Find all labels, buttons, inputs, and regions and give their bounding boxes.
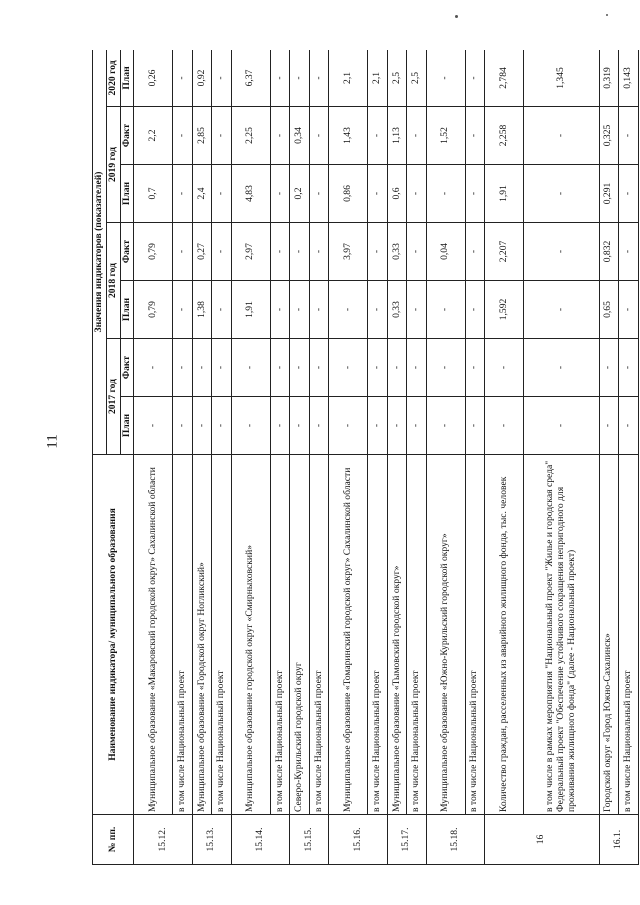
header-number: № пп. [93, 815, 134, 865]
table-subrow [523, 50, 599, 865]
value-cell: 0,6 [387, 165, 407, 223]
value-cell: - [309, 397, 329, 455]
value-cell: - [290, 397, 310, 455]
indicator-name: в том числе Национальный проект [173, 455, 193, 815]
indicator-name: Муниципальное образование «Макаровский городской округ» Сахалинской области [134, 455, 173, 815]
value-cell: - [426, 339, 465, 397]
indicator-name: в том числе Национальный проект [309, 455, 329, 815]
value-cell: - [173, 281, 193, 339]
value-cell: - [231, 397, 270, 455]
header-year-2019: 2019 год [107, 107, 121, 223]
header-fact: Факт [120, 107, 134, 165]
value-cell: - [523, 339, 599, 397]
value-cell: - [619, 107, 639, 165]
value-cell: 0,143 [619, 50, 639, 107]
value-cell: - [212, 107, 232, 165]
value-cell: 0,86 [329, 165, 368, 223]
value-cell: 0,325 [599, 107, 619, 165]
table-row [426, 50, 465, 865]
value-cell: - [465, 165, 485, 223]
value-cell: - [407, 223, 427, 281]
header-plan: План [120, 50, 134, 107]
table-row [290, 50, 310, 865]
table-row [387, 50, 407, 865]
value-cell: 0,291 [599, 165, 619, 223]
value-cell: - [173, 107, 193, 165]
value-cell: - [329, 397, 368, 455]
table-area [92, 50, 639, 865]
header-plan: План [120, 165, 134, 223]
value-cell: - [270, 339, 290, 397]
value-cell: - [387, 397, 407, 455]
value-cell: - [329, 281, 368, 339]
value-cell: - [309, 339, 329, 397]
value-cell: 0,26 [134, 50, 173, 107]
value-cell: - [290, 50, 310, 107]
value-cell: - [407, 339, 427, 397]
value-cell: 0,33 [387, 223, 407, 281]
value-cell: - [619, 165, 639, 223]
value-cell: 2,25 [231, 107, 270, 165]
value-cell: 1,91 [485, 165, 524, 223]
value-cell: - [270, 397, 290, 455]
page-number: 11 [44, 434, 61, 449]
indicator-name: в том числе в рамках мероприятия "Национальный проект "Жилье и городская среда" Федеральный проект "Обеспечение устойчивого сокращения непригодного для проживания жилищного фонда" (далее - Национальный проект) [523, 455, 599, 815]
value-cell: - [465, 339, 485, 397]
value-cell: - [465, 107, 485, 165]
value-cell: 3,97 [329, 223, 368, 281]
value-cell: - [523, 165, 599, 223]
value-cell: - [599, 397, 619, 455]
value-cell: - [523, 107, 599, 165]
value-cell: - [173, 339, 193, 397]
value-cell: - [368, 223, 388, 281]
indicator-name: в том числе Национальный проект [212, 455, 232, 815]
value-cell: 2,5 [407, 50, 427, 107]
value-cell: - [212, 397, 232, 455]
value-cell: - [523, 223, 599, 281]
value-cell: 1,13 [387, 107, 407, 165]
value-cell: 2,784 [485, 50, 524, 107]
value-cell: - [523, 281, 599, 339]
value-cell: - [368, 339, 388, 397]
value-cell: - [212, 339, 232, 397]
value-cell: 6,37 [231, 50, 270, 107]
value-cell: 2,5 [387, 50, 407, 107]
value-cell: - [619, 397, 639, 455]
table-body [134, 50, 639, 865]
table-row [192, 50, 212, 865]
value-cell: - [426, 165, 465, 223]
value-cell: - [309, 281, 329, 339]
value-cell: - [290, 281, 310, 339]
value-cell: - [212, 165, 232, 223]
value-cell: - [212, 50, 232, 107]
value-cell: 2,1 [368, 50, 388, 107]
value-cell: 0,79 [134, 281, 173, 339]
indicator-name: Муниципальное образование «Городской округ Ногликский» [192, 455, 212, 815]
table-row [329, 50, 368, 865]
indicator-name: в том числе Национальный проект [407, 455, 427, 815]
value-cell: - [270, 281, 290, 339]
value-cell: - [192, 397, 212, 455]
header-plan: План [120, 281, 134, 339]
value-cell: - [309, 107, 329, 165]
value-cell: - [270, 50, 290, 107]
value-cell: - [290, 339, 310, 397]
value-cell: 1,592 [485, 281, 524, 339]
header-year-2020: 2020 год [107, 50, 121, 107]
value-cell: - [212, 281, 232, 339]
row-number: 16.1. [599, 815, 638, 865]
value-cell: 0,7 [134, 165, 173, 223]
value-cell: - [270, 223, 290, 281]
header-values-group: Значения индикаторов (показателей) [93, 50, 107, 455]
table-subrow [465, 50, 485, 865]
value-cell: 4,83 [231, 165, 270, 223]
value-cell: - [309, 223, 329, 281]
header-indicator-name: Наименование индикатора/ муниципального образования [93, 455, 134, 815]
value-cell: - [173, 165, 193, 223]
table-subrow [407, 50, 427, 865]
value-cell: 0,319 [599, 50, 619, 107]
table-subrow [309, 50, 329, 865]
value-cell: 0,27 [192, 223, 212, 281]
value-cell: - [426, 397, 465, 455]
table-subrow [270, 50, 290, 865]
value-cell: - [270, 165, 290, 223]
value-cell: 1,52 [426, 107, 465, 165]
value-cell: 0,79 [134, 223, 173, 281]
value-cell: - [368, 397, 388, 455]
header-plan: План [120, 397, 134, 455]
value-cell: - [523, 397, 599, 455]
value-cell: - [485, 339, 524, 397]
value-cell: - [387, 339, 407, 397]
value-cell: - [290, 223, 310, 281]
indicator-name: Городской округ «Город Южно-Сахалинск» [599, 455, 619, 815]
value-cell: 2,207 [485, 223, 524, 281]
value-cell: 2,97 [231, 223, 270, 281]
value-cell: - [329, 339, 368, 397]
table-row [599, 50, 619, 865]
scan-speck [606, 14, 608, 16]
table-row [485, 50, 524, 865]
value-cell: - [407, 281, 427, 339]
value-cell: - [619, 281, 639, 339]
value-cell: 2,4 [192, 165, 212, 223]
indicator-name: в том числе Национальный проект [619, 455, 639, 815]
table-subrow [173, 50, 193, 865]
value-cell: - [134, 397, 173, 455]
table-subrow [212, 50, 232, 865]
value-cell: - [485, 397, 524, 455]
scan-speck [455, 15, 458, 18]
row-number: 15.18. [426, 815, 484, 865]
indicator-name: Муниципальное образование «Томаринский городской округ» Сахалинской области [329, 455, 368, 815]
value-cell: - [465, 223, 485, 281]
indicator-name: Муниципальное образование «Южно-Курильский городской округ» [426, 455, 465, 815]
value-cell: 0,65 [599, 281, 619, 339]
value-cell: - [368, 107, 388, 165]
row-number: 15.17. [387, 815, 426, 865]
value-cell: - [212, 223, 232, 281]
value-cell: - [619, 223, 639, 281]
table-row [231, 50, 270, 865]
value-cell: - [426, 50, 465, 107]
indicator-name: в том числе Национальный проект [368, 455, 388, 815]
row-number: 15.16. [329, 815, 387, 865]
value-cell: - [407, 397, 427, 455]
table-row [134, 50, 173, 865]
value-cell: - [173, 397, 193, 455]
value-cell: - [231, 339, 270, 397]
header-fact: Факт [120, 339, 134, 397]
indicator-name: Муниципальное образование городской округ «Смирныховский» [231, 455, 270, 815]
value-cell: - [173, 50, 193, 107]
value-cell: - [270, 107, 290, 165]
indicator-name: в том числе Национальный проект [270, 455, 290, 815]
value-cell: - [465, 281, 485, 339]
value-cell: - [426, 281, 465, 339]
value-cell: - [368, 281, 388, 339]
value-cell: 2,258 [485, 107, 524, 165]
value-cell: 0,832 [599, 223, 619, 281]
value-cell: - [407, 107, 427, 165]
indicator-name: Муниципальное образование «Тымовский городской округ» [387, 455, 407, 815]
value-cell: - [465, 397, 485, 455]
value-cell: 1,345 [523, 50, 599, 107]
value-cell: 1,91 [231, 281, 270, 339]
table-subrow [619, 50, 639, 865]
value-cell: 0,92 [192, 50, 212, 107]
value-cell: 0,04 [426, 223, 465, 281]
value-cell: 1,43 [329, 107, 368, 165]
indicator-name: Количество граждан, расселенных из аварийного жилищного фонда, тыс. человек [485, 455, 524, 815]
row-number: 15.14. [231, 815, 289, 865]
value-cell: - [309, 50, 329, 107]
row-number: 16 [485, 815, 599, 865]
row-number: 15.13. [192, 815, 231, 865]
table-subrow [368, 50, 388, 865]
value-cell: - [192, 339, 212, 397]
header-year-2017: 2017 год [107, 339, 121, 455]
value-cell: 0,2 [290, 165, 310, 223]
indicator-name: Северо-Курильский городской округ [290, 455, 310, 815]
value-cell: - [173, 223, 193, 281]
header-fact: Факт [120, 223, 134, 281]
indicator-name: в том числе Национальный проект [465, 455, 485, 815]
value-cell: 1,38 [192, 281, 212, 339]
row-number: 15.15. [290, 815, 329, 865]
value-cell: 2,85 [192, 107, 212, 165]
value-cell: - [599, 339, 619, 397]
value-cell: 0,34 [290, 107, 310, 165]
value-cell: 0,33 [387, 281, 407, 339]
value-cell: - [368, 165, 388, 223]
row-number: 15.12. [134, 815, 192, 865]
value-cell: - [465, 50, 485, 107]
header-year-2018: 2018 год [107, 223, 121, 339]
value-cell: 2,2 [134, 107, 173, 165]
value-cell: - [619, 339, 639, 397]
value-cell: - [134, 339, 173, 397]
indicators-table [92, 50, 639, 865]
value-cell: 2,1 [329, 50, 368, 107]
value-cell: - [407, 165, 427, 223]
value-cell: - [309, 165, 329, 223]
